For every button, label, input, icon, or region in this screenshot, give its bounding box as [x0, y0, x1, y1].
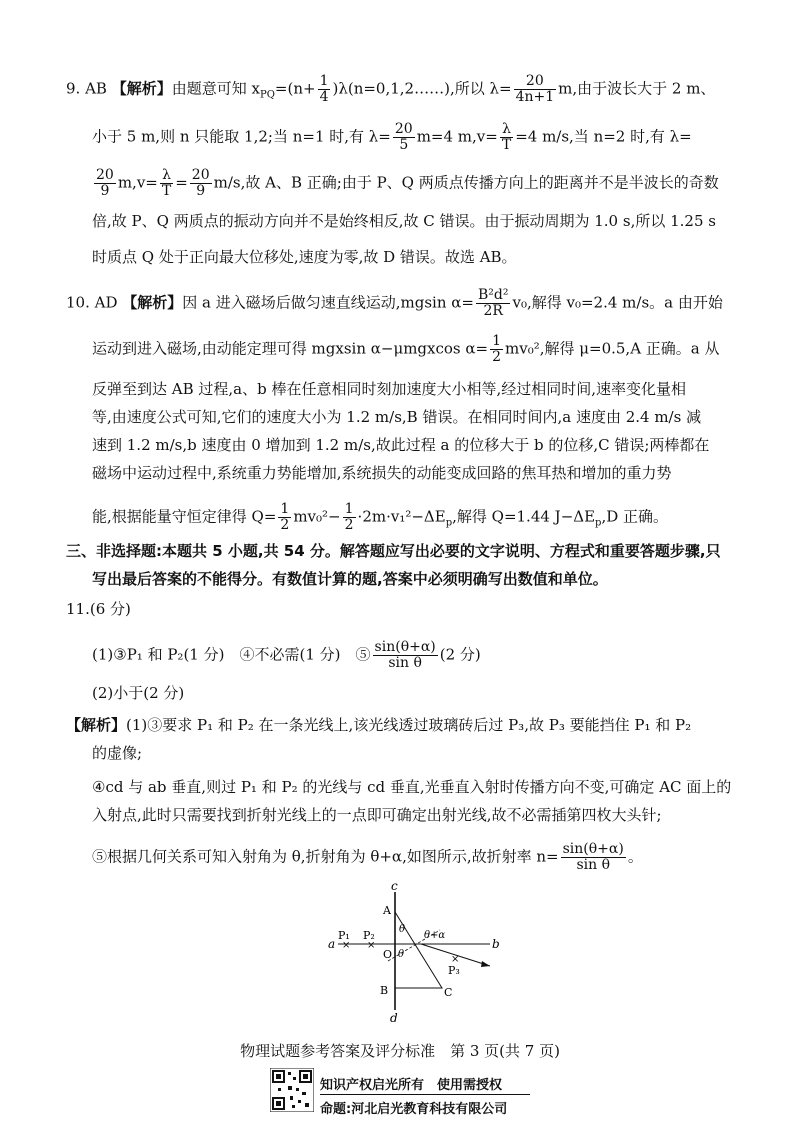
fraction: $\frac{1}{2}$: [280, 501, 290, 533]
section-3-header-line-1: 三、非选择题:本题共 5 小题,共 54 分。解答题应写出必要的文字说明、方程式和重要答题步骤,只: [66, 542, 721, 560]
fraction: $\frac{\lambda}{T}$: [161, 167, 172, 199]
label-a: a: [328, 937, 336, 951]
q10-line-7: 能,根据能量守恒定律得 Q= $\frac{1}{2}$ mv₀²− $\frac{1}{2}$ $\cdot 2m\cdot v_1^2-\Delta E_p$,解得 Q=1.44 $J-\Delta E_p,D$ 正确。: [92, 501, 669, 533]
fraction: $\frac{\text{B²d²}}{2R}$: [477, 287, 509, 319]
fraction: $\frac{20}{9}$: [96, 167, 114, 199]
q11-answers-1: (1)③P₁ 和 P₂(1 分) ④不必需(1 分) ⑤ $\frac{\sin(\theta+\alpha)}{\text{sin θ}}$ (2 分): [92, 639, 481, 671]
q11-explain-4: 入射点,此时只需要找到折射光线上的一点即可确定出射光线,故不必需插第四枚大头针;: [92, 806, 662, 824]
q10-line-4: 等,由速度公式可知,它们的速度大小为 1.2 m/s,B 错误。在相同时间内,a 速度由 2.4 m/s 减: [92, 408, 702, 426]
qr-code: [270, 1068, 314, 1112]
label-c: c: [391, 882, 398, 893]
label-C: C: [444, 986, 453, 999]
label-theta-alpha: θ+α: [424, 930, 446, 941]
q11-explain-5: ⑤根据几何关系可知入射角为 θ,折射角为 θ+α,如图所示,故折射率 n= $\frac{\sin(\theta+\alpha)}{\text{sin θ}}$ 。: [92, 841, 643, 873]
q9-line-2: 小于 5 m,则 n 只能取 1,2;当 n=1 时,有 λ= $\frac{20}{5}$ m=4 m,v= $\frac{\lambda}{T}$ =4 m/s,当 n=2 时,有 λ=: [92, 121, 692, 153]
q11-answers-2: (2)小于(2 分): [92, 684, 185, 702]
fraction: $\frac{1}{4}$: [319, 73, 329, 105]
label-B: B: [380, 984, 389, 997]
q10-line-3: 反弹至到达 AB 过程,a、b 棒在任意相同时刻加速度大小相等,经过相同时间,速率变化量相: [92, 380, 687, 398]
q10-line-1: 10. AD 【解析】因 a 进入磁场后做匀速直线运动,mgsin α= $\frac{\text{B²d²}}{2R}$ v₀,解得 v₀=2.4 m/s。a 由开始: [66, 287, 723, 319]
ray-arrow: [481, 961, 490, 967]
label-P3: P₃: [448, 964, 460, 977]
label-d: d: [390, 1011, 398, 1022]
page-footer: 物理试题参考答案及评分标准 第 3 页(共 7 页): [240, 1042, 560, 1060]
footer-divider: [320, 1094, 530, 1095]
q9-line-1: 9. AB 【解析】由题意可知 $x_{PQ}=(n+$ $\frac{1}{4}$ )λ(n=0,1,2……),所以 λ= $\frac{20}{4n+1}$ m,由于波长大于 2 m、: [66, 73, 716, 105]
label-P2: P₂: [363, 929, 375, 942]
fraction: $\frac{\sin(\theta+\alpha)}{\text{sin θ}}$: [562, 841, 624, 873]
fraction: $\frac{20}{5}$: [394, 121, 413, 153]
p2-marker: ×: [367, 940, 376, 951]
label-theta: θ: [399, 924, 406, 935]
label-O: O: [383, 948, 393, 961]
label-P1: P₁: [338, 929, 350, 942]
fraction: $\frac{20}{4n+1}$: [515, 73, 555, 105]
label-A: A: [383, 904, 391, 917]
p3-marker: ×: [451, 954, 460, 965]
q11-explain-2: 的虚像;: [92, 744, 143, 762]
fraction: $\frac{20}{9}$: [191, 167, 210, 199]
section-3-header-line-2: 写出最后答案的不能得分。有数值计算的题,答案中必须明确写出数值和单位。: [92, 570, 608, 588]
refraction-diagram: [322, 882, 512, 1022]
q10-line-5: 速到 1.2 m/s,b 速度由 0 增加到 1.2 m/s,故此过程 a 的位移大于 b 的位移,C 错误;两棒都在: [92, 436, 710, 454]
q10-line-6: 磁场中运动过程中,系统重力势能增加,系统损失的动能变成回路的焦耳热和增加的重力势: [92, 464, 672, 482]
label-theta-2: θ: [398, 949, 405, 960]
q9-line-3: $\frac{20}{9}$ m,v= $\frac{\lambda}{T}$ = $\frac{20}{9}$ m/s,故 A、B 正确;由于 P、Q 两质点传播方向上的距离并不是半波长的奇数: [96, 167, 719, 199]
q11-title: 11.(6 分): [66, 600, 131, 618]
author-notice: 命题:河北启光教育科技有限公司: [320, 1102, 508, 1117]
fraction: $\frac{\lambda}{T}$: [501, 121, 512, 153]
fraction: $\frac{1}{2}$: [344, 501, 354, 533]
q9-line-4: 倍,故 P、Q 两质点的振动方向并不是始终相反,故 C 错误。由于振动周期为 1.0 s,所以 1.25 s: [92, 212, 716, 230]
label-b: b: [492, 937, 500, 951]
q9-line-5: 时质点 Q 处于正向最大位移处,速度为零,故 D 错误。故选 AB。: [92, 248, 517, 266]
q11-explain-1: 【解析】(1)③要求 P₁ 和 P₂ 在一条光线上,该光线透过玻璃砖后过 P₃,故 P₃ 要能挡住 P₁ 和 P₂: [66, 716, 692, 734]
q10-line-2: 运动到进入磁场,由动能定理可得 mgxsin α−μmgxcos α= $\frac{1}{2}$ mv₀²,解得 μ=0.5,A 正确。a 从: [92, 333, 720, 365]
fraction: $\frac{1}{2}$: [492, 333, 501, 365]
fraction: $\frac{\sin(\theta+\alpha)}{\text{sin θ}}$: [374, 639, 436, 671]
p1-marker: ×: [342, 940, 351, 951]
copyright-notice: 知识产权启光所有 使用需授权: [320, 1078, 503, 1093]
q11-explain-3: ④cd 与 ab 垂直,则过 P₁ 和 P₂ 的光线与 cd 垂直,光垂直入射时传播方向不变,可确定 AC 面上的: [92, 778, 732, 796]
